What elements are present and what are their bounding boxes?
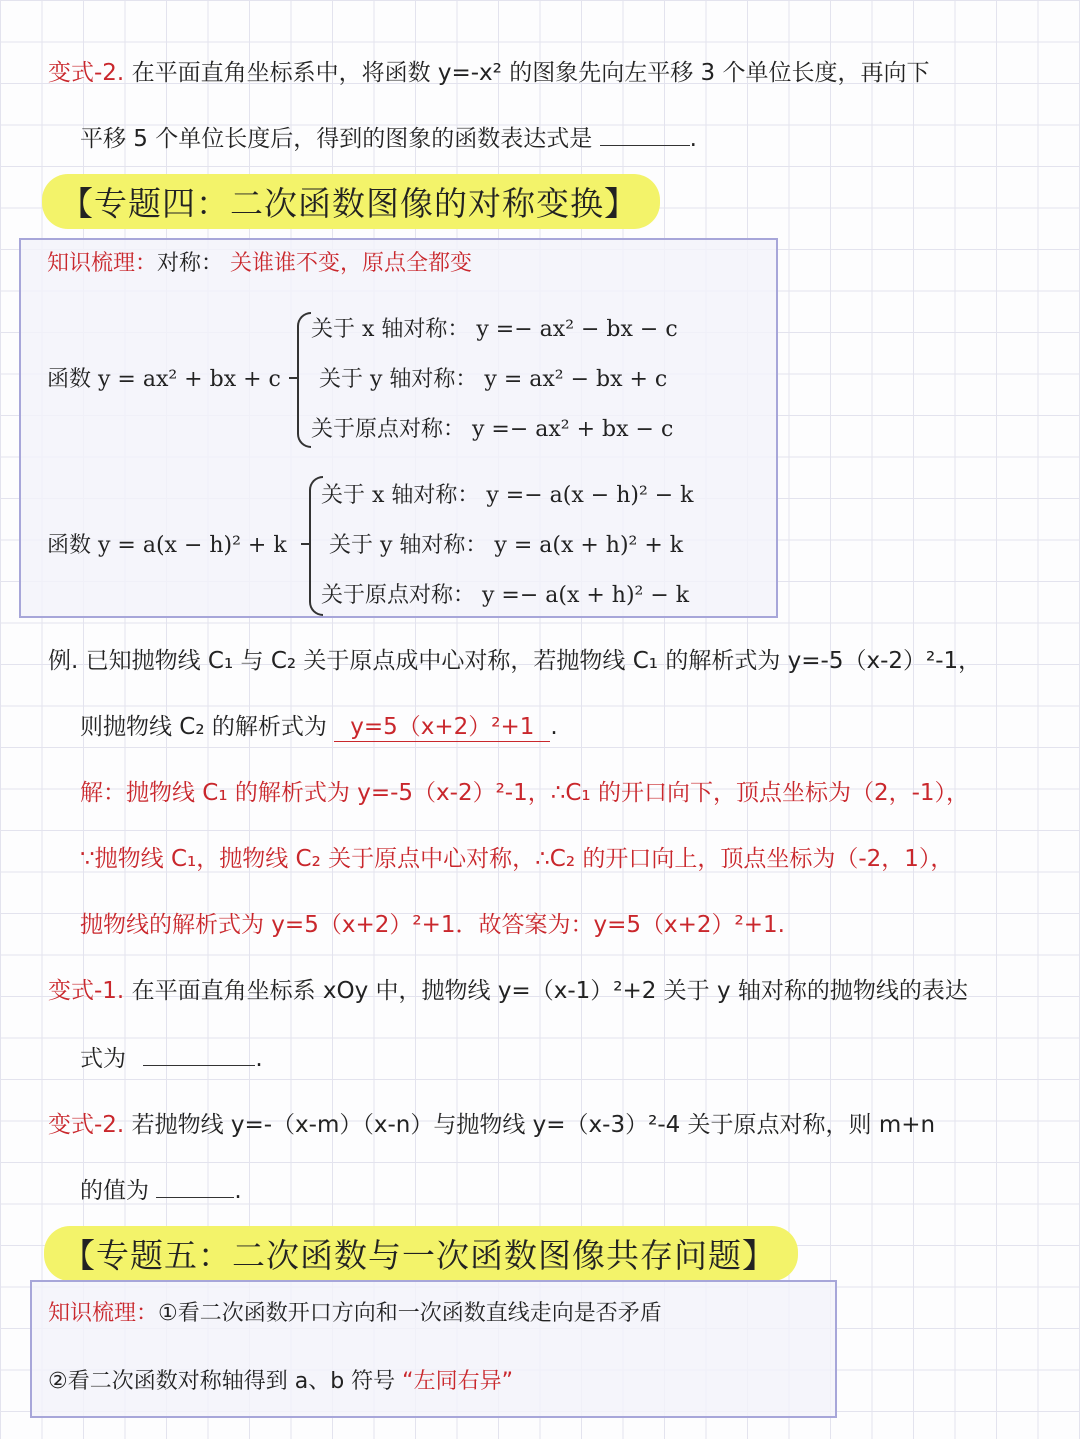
example-answer: y=5（x+2）²+1: [334, 708, 550, 742]
knowledge-text: ①看二次函数开口方向和一次函数直线走向是否矛盾: [158, 1301, 662, 1326]
knowledge-intro: 对称：: [157, 251, 224, 276]
answer-blank[interactable]: [143, 1043, 255, 1066]
solution-line3: 抛物线的解析式为 y=5（x+2）²+1．故答案为：y=5（x+2）²+1.: [80, 912, 785, 938]
knowledge-box-5: [30, 1280, 837, 1418]
knowledge-item-1: [48, 1296, 662, 1327]
symmetry-x-axis: 关于 x 轴对称： y =− ax² − bx − c: [311, 317, 678, 342]
variant-2a-line1: [48, 54, 929, 87]
topic5-heading: 【专题五：二次函数与一次函数图像共存问题】: [44, 1226, 798, 1281]
symmetry-origin: 关于原点对称： y =− ax² + bx − c: [311, 417, 674, 442]
knowledge-item-2: [48, 1364, 513, 1395]
variant-label: 变式-2.: [48, 1112, 125, 1138]
symmetry-y-axis: 关于 y 轴对称： y = a(x + h)² + k: [329, 533, 684, 558]
variant-text: 在平面直角坐标系 xOy 中，抛物线 y=（x-1）²+2 关于 y 轴对称的抛物线的表达: [131, 978, 968, 1004]
example-line2: [80, 708, 558, 742]
variant-text: 若抛物线 y=-（x-m）（x-n）与抛物线 y=（x-3）²-4 关于原点对称，则 m+n: [131, 1112, 936, 1138]
answer-blank[interactable]: [600, 123, 690, 146]
knowledge-header: [47, 246, 472, 277]
period: .: [234, 1178, 242, 1204]
solution-label: 解：: [80, 780, 126, 806]
knowledge-label: 知识梳理：: [47, 251, 158, 276]
period: .: [550, 714, 558, 740]
variant-2b-line2: [80, 1172, 242, 1205]
function-standard-form: 函数 y = ax² + bx + c: [47, 367, 281, 392]
knowledge-rule: 关谁谁不变，原点全都变: [230, 251, 473, 276]
brace-tip: [289, 377, 297, 379]
variant-text: 式为: [80, 1046, 126, 1072]
variant-label: 变式-2.: [48, 60, 125, 86]
variant-text: 的值为: [80, 1178, 149, 1204]
variant-text: 平移 5 个单位长度后，得到的图象的函数表达式是: [80, 126, 593, 152]
brace-tip: [301, 543, 309, 545]
example-line1: [48, 642, 981, 675]
solution-text: 抛物线 C₁ 的解析式为 y=-5（x-2）²-1，∴C₁ 的开口向下，顶点坐标为（2，-1），: [126, 780, 970, 806]
variant-text: 在平面直角坐标系中，将函数 y=-x² 的图象先向左平移 3 个单位长度，再向下: [131, 60, 930, 86]
example-text: 则抛物线 C₂ 的解析式为: [80, 714, 327, 740]
period: .: [689, 126, 697, 152]
symmetry-y-axis: 关于 y 轴对称： y = ax² − bx + c: [319, 367, 668, 392]
knowledge-label: 知识梳理：: [48, 1301, 159, 1326]
variant-1-line1: [48, 972, 968, 1005]
period: .: [255, 1046, 263, 1072]
knowledge-quote: “左同右异”: [402, 1369, 513, 1394]
solution-line1: [80, 774, 969, 807]
symmetry-origin: 关于原点对称： y =− a(x + h)² − k: [321, 583, 690, 608]
example-text: 已知抛物线 C₁ 与 C₂ 关于原点成中心对称，若抛物线 C₁ 的解析式为 y=-5（x-2）²-1，: [85, 648, 982, 674]
function-vertex-form: 函数 y = a(x − h)² + k: [47, 533, 287, 558]
left-brace: [297, 312, 311, 448]
solution-line2: ∵抛物线 C₁，抛物线 C₂ 关于原点中心对称，∴C₂ 的开口向上，顶点坐标为（-2，1），: [80, 846, 954, 872]
variant-2a-line2: [80, 120, 697, 153]
topic4-heading: 【专题四：二次函数图像的对称变换】: [42, 174, 660, 229]
variant-1-line2: [80, 1040, 263, 1073]
symmetry-x-axis: 关于 x 轴对称： y =− a(x − h)² − k: [321, 483, 694, 508]
variant-2b-line1: [48, 1106, 935, 1139]
answer-blank[interactable]: [156, 1175, 234, 1198]
variant-label: 变式-1.: [48, 978, 125, 1004]
knowledge-box-4: [19, 238, 778, 618]
example-label: 例.: [48, 648, 79, 674]
knowledge-text: ②看二次函数对称轴得到 a、b 符号: [48, 1369, 396, 1394]
